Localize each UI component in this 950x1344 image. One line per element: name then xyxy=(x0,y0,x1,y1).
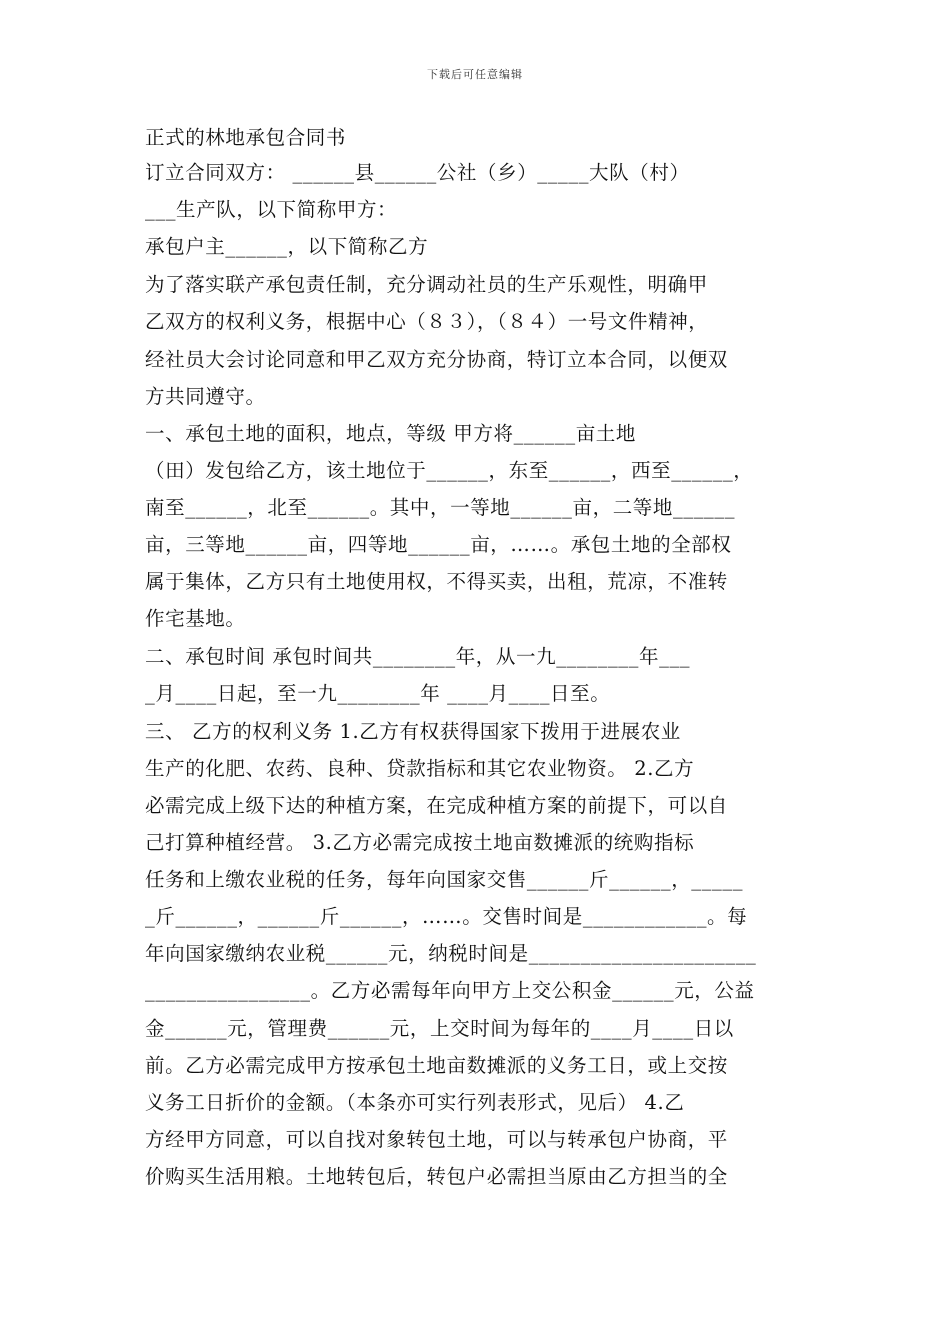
body-line: 价购买生活用粮。土地转包后，转包户必需担当原由乙方担当的全 xyxy=(145,1165,728,1188)
body-line: 承包户主______，以下简称乙方 xyxy=(145,235,429,258)
body-line: _斤______，______斤______，……。交售时间是____________。每 xyxy=(145,905,748,928)
body-line: 属于集体，乙方只有土地使用权，不得买卖，出租，荒凉，不准转 xyxy=(145,570,728,593)
body-line: 经社员大会讨论同意和甲乙双方充分协商，特订立本合同，以便双 xyxy=(145,348,728,371)
body-line: 生产的化肥、农药、良种、贷款指标和其它农业物资。 2.乙方 xyxy=(145,757,695,780)
body-line: 三、 乙方的权利义务 1.乙方有权获得国家下拨用于进展农业 xyxy=(145,720,681,743)
body-line: 方经甲方同意，可以自找对象转包土地，可以与转承包户协商，平 xyxy=(145,1128,728,1151)
body-line: 前。乙方必需完成甲方按承包土地亩数摊派的义务工日，或上交按 xyxy=(145,1054,728,1077)
page-header-note: 下载后可任意编辑 xyxy=(427,68,523,81)
body-line: 订立合同双方： ______县______公社（乡）_____大队（村） xyxy=(145,161,690,184)
body-line: 方共同遵守。 xyxy=(145,385,266,408)
body-line: _月____日起，至一九________年 ____月____日至。 xyxy=(145,682,611,705)
body-line: 为了落实联产承包责任制，充分调动社员的生产乐观性，明确甲 xyxy=(145,273,708,296)
body-line: 二、承包时间 承包时间共________年，从一九________年___ xyxy=(145,645,691,668)
body-line: 乙双方的权利义务，根据中心（８３），（８４）一号文件精神， xyxy=(145,310,709,333)
body-line: 任务和上缴农业税的任务，每年向国家交售______斤______，_____ xyxy=(145,868,744,891)
body-line: 己打算种植经营。 3.乙方必需完成按土地亩数摊派的统购指标 xyxy=(145,831,695,854)
body-line: ________________。乙方必需每年向甲方上交公积金______元，公益 xyxy=(145,979,755,1002)
body-line: 作宅基地。 xyxy=(145,607,246,630)
body-line: 金______元，管理费______元，上交时间为每年的____月____日以 xyxy=(145,1017,734,1040)
body-line: ___生产队，以下简称甲方： xyxy=(145,198,398,221)
document-title: 正式的林地承包合同书 xyxy=(145,126,347,149)
body-line: 年向国家缴纳农业税______元，纳税时间是______________________ xyxy=(145,942,757,965)
body-line: 必需完成上级下达的种植方案，在完成种植方案的前提下，可以自 xyxy=(145,794,728,817)
body-line: （田）发包给乙方，该土地位于______，东至______，西至______， xyxy=(145,459,754,482)
body-line: 亩，三等地______亩，四等地______亩，……。承包土地的全部权 xyxy=(145,533,732,556)
body-line: 南至______，北至______。其中，一等地______亩，二等地______ xyxy=(145,496,736,519)
body-line: 义务工日折价的金额。（本条亦可实行列表形式，见后） 4.乙 xyxy=(145,1091,685,1114)
body-line: 一、承包土地的面积，地点，等级 甲方将______亩土地 xyxy=(145,422,636,445)
